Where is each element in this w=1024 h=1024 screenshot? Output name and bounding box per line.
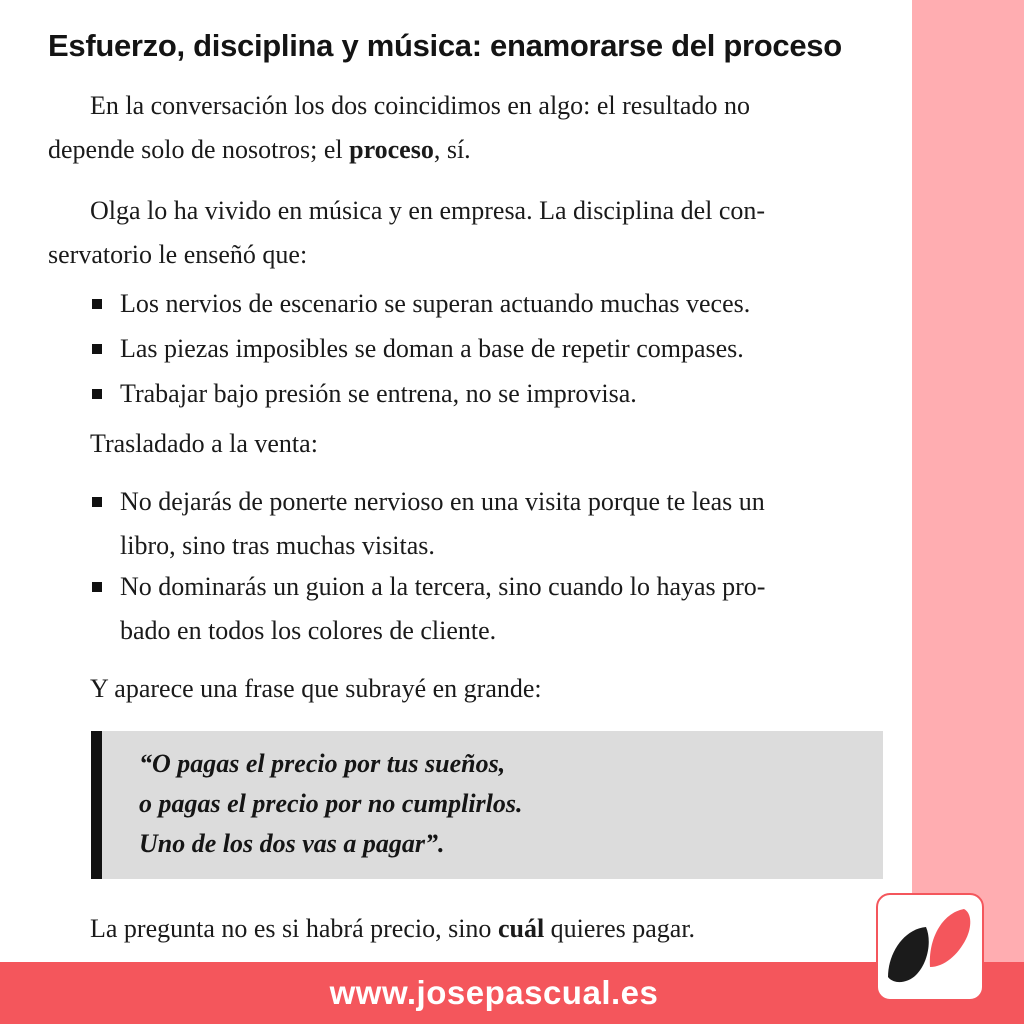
bullet-marker (92, 497, 102, 507)
bullet-marker (92, 389, 102, 399)
list-item-line-2: libro, sino tras muchas visitas. (120, 531, 435, 560)
paragraph-2-line-1: Olga lo ha vivido en música y en empresa. La disciplina del con- (90, 196, 766, 225)
paragraph-1-line-1: En la conversación los dos coincidimos en algo: el resultado no (90, 91, 750, 120)
paragraph-1-text-end: , sí. (433, 135, 471, 164)
section-heading: Esfuerzo, disciplina y música: enamorarse del proceso (48, 28, 842, 63)
quote-bar (91, 731, 102, 879)
bullet-marker (92, 582, 102, 592)
logo-dark-stroke (888, 927, 929, 982)
josepascual-logo-icon[interactable] (876, 893, 984, 1001)
bullet-marker (92, 344, 102, 354)
paragraph-1-text: depende solo de nosotros; el (48, 135, 350, 164)
quote-line-2: o pagas el precio por no cumplirlos. (139, 789, 523, 818)
quote-line-3: Uno de los dos vas a pagar”. (139, 829, 445, 858)
paragraph-5-text-end: quieres pagar. (544, 914, 696, 943)
paragraph-1-line-2 (48, 129, 471, 171)
logo-mark (878, 895, 982, 999)
paragraph-5-text: La pregunta no es si habrá precio, sino (90, 914, 498, 943)
list-item: Los nervios de escenario se superan actuando muchas veces. (120, 289, 751, 318)
list-item: Trabajar bajo presión se entrena, no se improvisa. (120, 379, 637, 408)
emphasis-proceso: proceso (349, 135, 434, 164)
paragraph-3: Trasladado a la venta: (90, 429, 318, 458)
quote-block (91, 731, 883, 879)
logo-red-stroke (930, 909, 970, 967)
list-item: Las piezas imposibles se doman a base de repetir compases. (120, 334, 744, 363)
footer-url-link[interactable]: www.josepascual.es (329, 974, 659, 1011)
list-item-line-1: No dominarás un guion a la tercera, sino cuando lo hayas pro- (120, 572, 766, 601)
footer-bar (0, 962, 1024, 1024)
paragraph-5 (90, 908, 695, 950)
paragraph-2-line-2: servatorio le enseñó que: (48, 240, 308, 269)
bullet-marker (92, 299, 102, 309)
paragraph-4: Y aparece una frase que subrayé en grande: (90, 674, 542, 703)
list-item-line-1: No dejarás de ponerte nervioso en una visita porque te leas un (120, 487, 765, 516)
list-item-line-2: bado en todos los colores de cliente. (120, 616, 497, 645)
emphasis-cual: cuál (497, 914, 545, 943)
quote-line-1: “O pagas el precio por tus sueños, (139, 749, 506, 778)
